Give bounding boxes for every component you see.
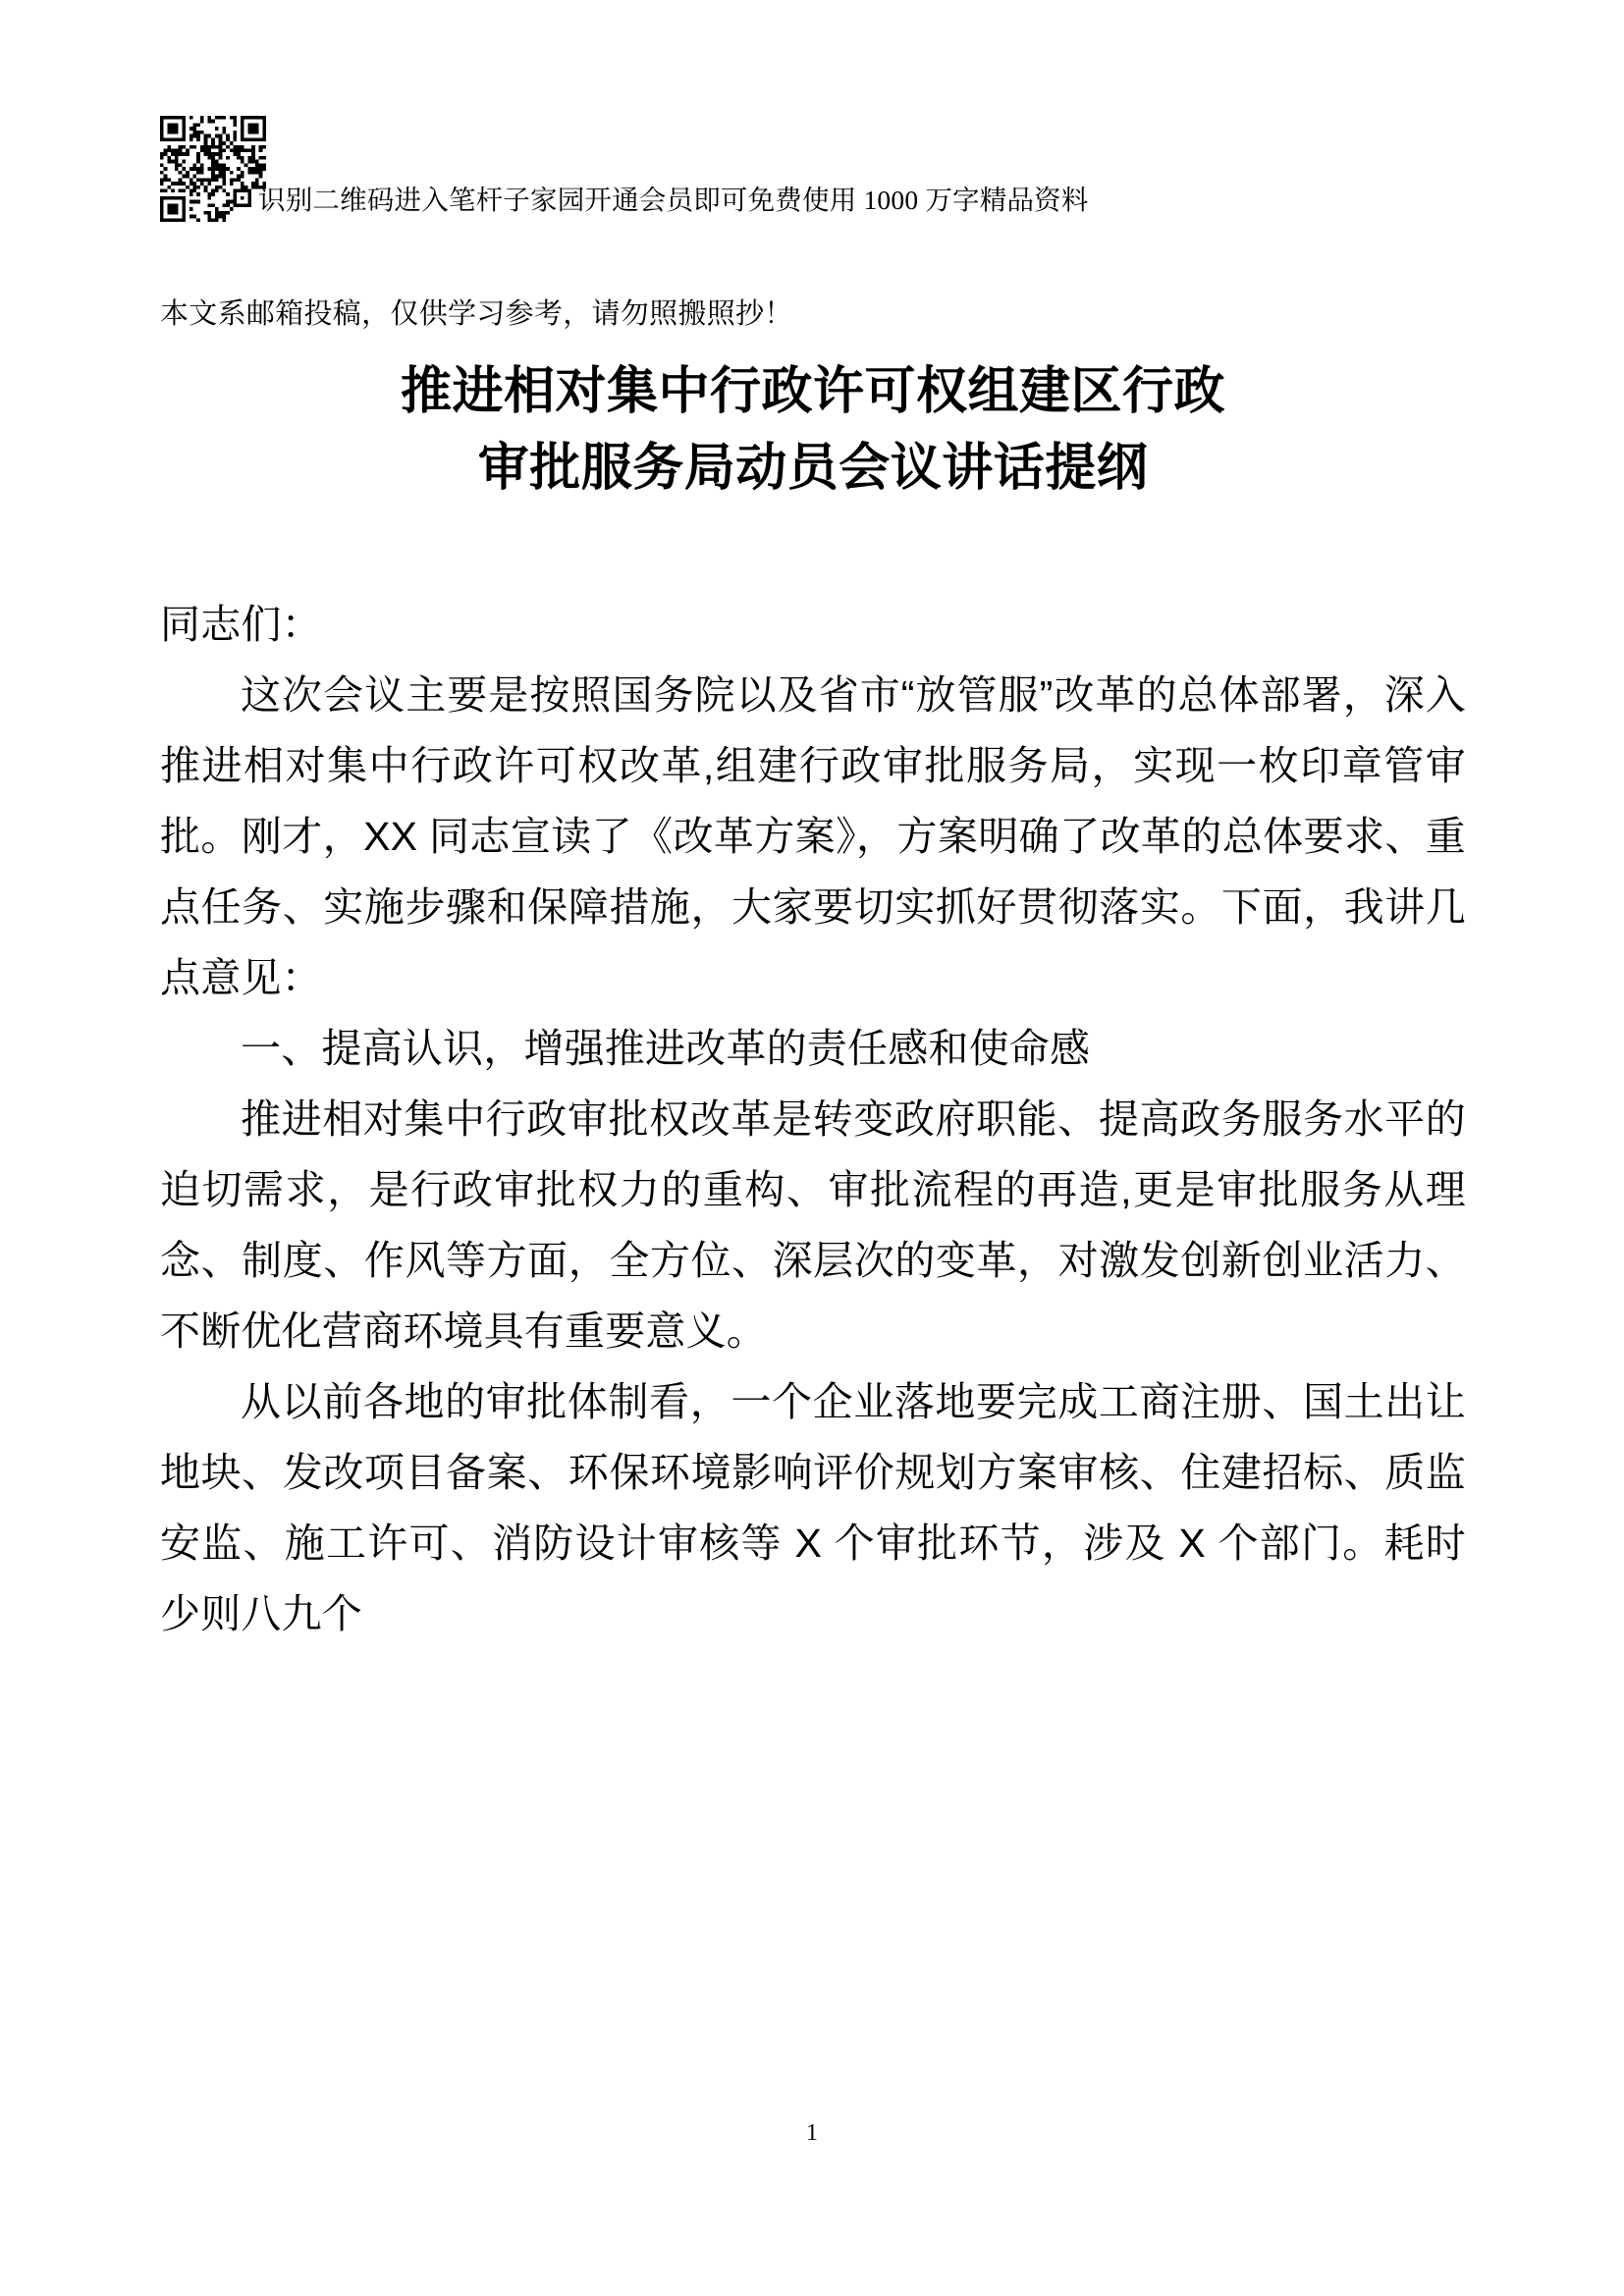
- body-paragraph-3: 从以前各地的审批体制看，一个企业落地要完成工商注册、国土出让地块、发改项目备案、环保环境影响评价规划方案审核、住建招标、质监安监、施工许可、消防设计审核等 X 个审批环节，涉及 X 个部门。耗时少则八九个: [160, 1379, 1466, 1636]
- body-paragraph-1: 这次会议主要是按照国务院以及省市“放管服”改革的总体部署，深入推进相对集中行政许可权改革,组建行政审批服务局，实现一枚印章管审批。刚才，XX 同志宣读了《改革方案》，方案明确了改革的总体要求、重点任务、实施步骤和保障措施，大家要切实抓好贯彻落实。下面，我讲几点意见：: [160, 672, 1466, 1000]
- title-line-1: 推进相对集中行政许可权组建区行政: [400, 363, 1225, 420]
- qr-code[interactable]: [160, 116, 266, 222]
- promo-caption-text: 识别二维码进入笔杆子家园开通会员即可免费使用 1000 万字精品资料: [258, 185, 1089, 215]
- body-paragraph-2: 推进相对集中行政审批权改革是转变政府职能、提高政务服务水平的迫切需求，是行政审批权力的重构、审批流程的再造,更是审批服务从理念、制度、作风等方面，全方位、深层次的变革，对激发创新创业活力、不断优化营商环境具有重要意义。: [160, 1096, 1466, 1354]
- title-line-2: 审批服务局动员会议讲话提纲: [477, 440, 1149, 497]
- promo-header: [160, 116, 1466, 243]
- disclaimer-text: 本文系邮箱投稿，仅供学习参考，请勿照搬照抄！: [160, 298, 793, 330]
- section-heading-1: 一、提高认识，增强推进改革的责任感和使命感: [241, 1026, 1091, 1071]
- document-body: [160, 589, 1466, 1649]
- page-number: 1: [806, 2120, 818, 2146]
- page-title: [160, 353, 1466, 507]
- salutation: 同志们：: [160, 602, 322, 647]
